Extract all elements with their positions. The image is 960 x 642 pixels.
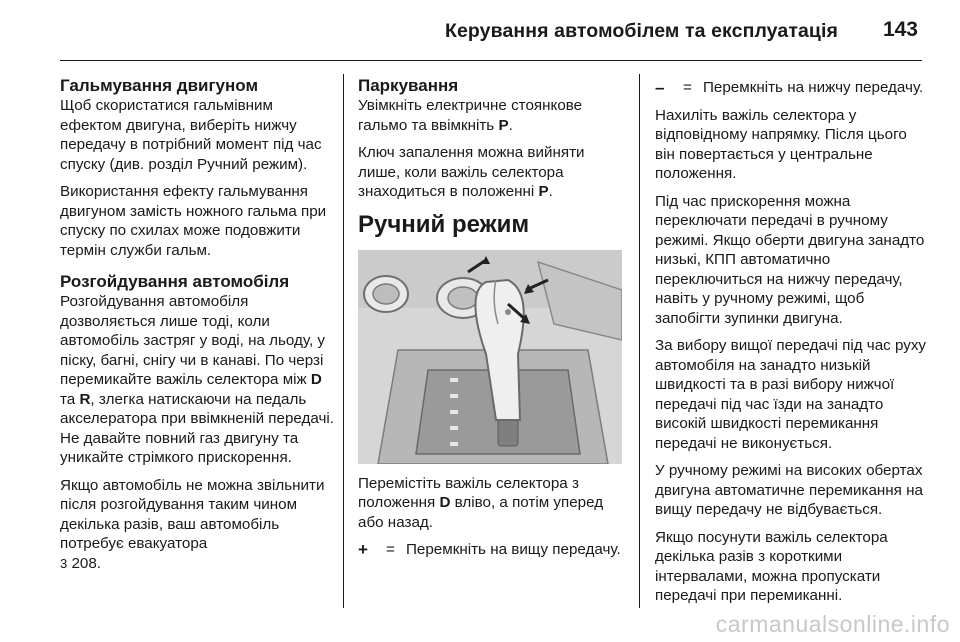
downshift-text: Перемкніть на нижчу передачу. [703, 79, 924, 96]
manual-paragraph-4: У ручному режимі на високих обертах двигуна автоматичне перемикання на вищу передачу не відбувається. [655, 462, 923, 518]
rocking-heading: Розгойдування автомобіля [60, 272, 290, 291]
parking-paragraph-2: Ключ запалення можна вийняти лише, коли важіль селектора знаходиться в положенні P. [358, 144, 585, 200]
column-2 [358, 76, 626, 568]
column-3 [655, 78, 927, 614]
upshift-text: Перемкніть на вищу передачу. [406, 541, 621, 558]
column-divider-2 [639, 74, 640, 608]
manual-paragraph-1: Нахиліть важіль селектора у відповідному напрямку. Після цього він повертається у центральне положення. [655, 106, 907, 182]
rocking-paragraph-1: Розгойдування автомобіля дозволяється лише тоді, коли автомобіль застряг у воді, на льоду, у піску, багні, снігу чи в канаві. По черзі перемикайте важіль селектора між D та R, злегка натискаючи на педаль акселератора при ввімкненій передачі. Не давайте повний газ двигуну та уникайте стрімкого прискорення. [60, 293, 334, 466]
page-header [60, 0, 922, 61]
minus-icon: – [655, 78, 665, 97]
page-number: 143 [882, 18, 918, 41]
gear-selector-illustration [358, 250, 622, 464]
manual-paragraph-5: Якщо посунути важіль селектора декілька разів з короткими інтервалами, можна пропускати передачі при перемиканні. [655, 528, 888, 604]
header-title: Керування автомобілем та експлуатація [444, 20, 838, 42]
downshift-item: – = Перемкніть на нижчу передачу. [655, 78, 927, 98]
page-reference-arrow-icon: 3 [60, 555, 68, 571]
column-1 [60, 76, 336, 581]
watermark: carmanualsonline.info [715, 611, 950, 637]
engine-braking-paragraph-2: Використання ефекту гальмування двигуном замість ножного гальма при спуску по схилах може подовжити термін служби гальм. [60, 183, 327, 259]
column-divider-1 [343, 74, 344, 608]
upshift-item: + = Перемкніть на вищу передачу. [358, 540, 626, 560]
parking-paragraph-1: Увімкніть електричне стоянкове гальмо та ввімкніть P. [358, 97, 583, 134]
parking-heading: Паркування [358, 76, 459, 95]
manual-paragraph-2: Під час прискорення можна переключати передачі в ручному режимі. Якщо оберти двигуна занадто низькі, КПП автоматично переключиться на нижчу передачу, навіть у ручному режимі, щоб запобігти зупинки двигуна. [655, 192, 925, 327]
page-reference-link[interactable]: 208. [71, 554, 102, 572]
plus-icon: + [358, 540, 368, 559]
manual-mode-heading: Ручний режим [358, 210, 530, 238]
engine-braking-paragraph-1: Щоб скористатися гальмівним ефектом двигуна, виберіть нижчу передачу в потрібний момент під час спуску (див. розділ Ручний режим). [60, 97, 322, 173]
rocking-paragraph-2: Якщо автомобіль не можна звільнити після розгойдування таким чином декілька разів, ваш автомобіль потребує евакуатора 3 208. [60, 476, 325, 572]
engine-braking-heading: Гальмування двигуном [60, 76, 259, 95]
figure-caption: Перемістіть важіль селектора з положення D вліво, а потім уперед або назад. [358, 474, 604, 531]
manual-paragraph-3: За вибору вищої передачі під час руху автомобіля на занадто низькій швидкості та в разі вибору нижчої передачі під час їзди на занадто високій швидкості перемикання передачі не виконується. [655, 337, 927, 452]
